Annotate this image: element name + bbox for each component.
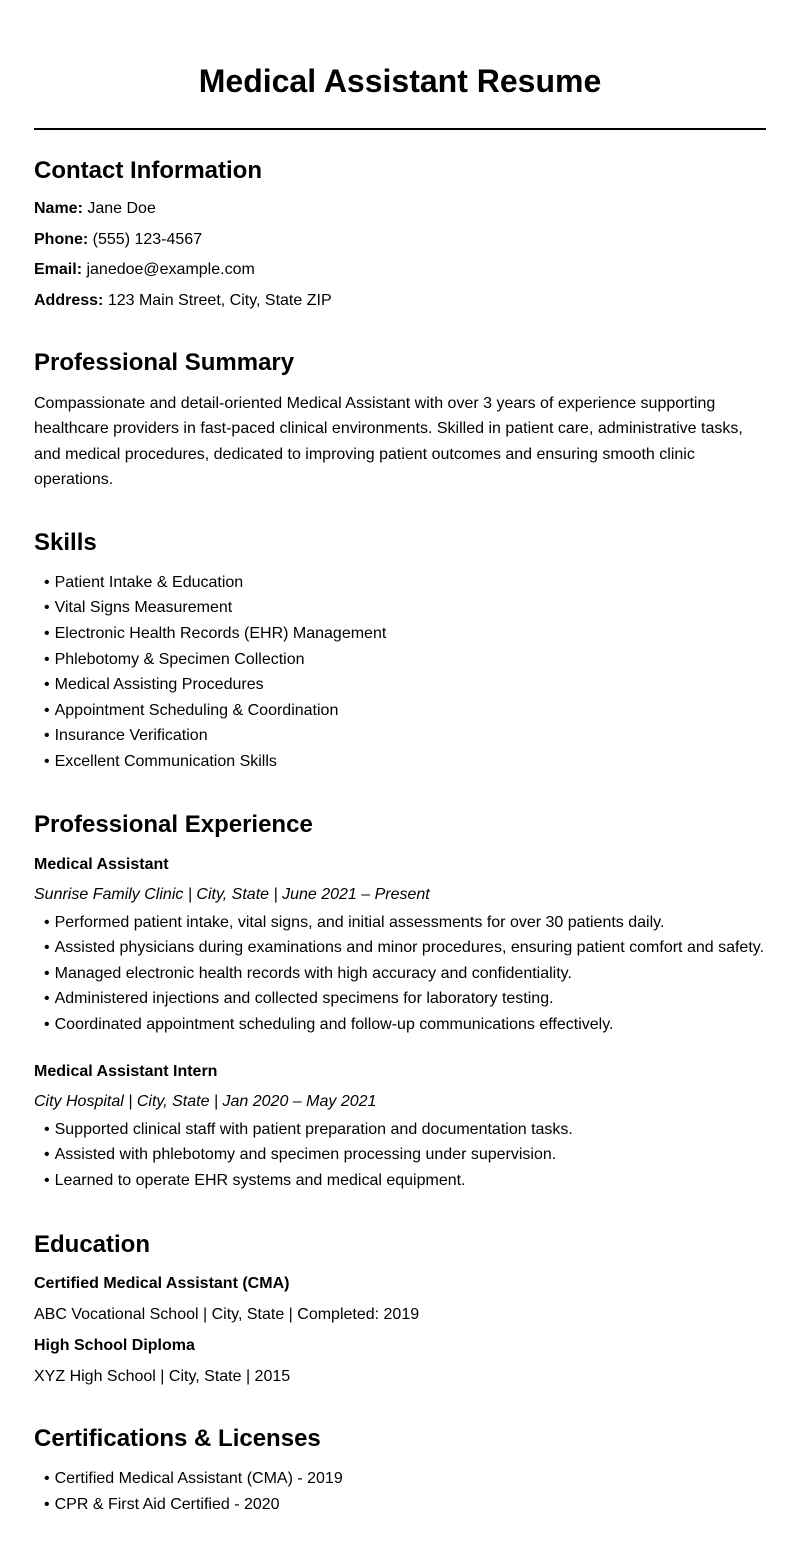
job-entry [34,1062,766,1194]
job-title: Medical Assistant [34,855,169,873]
skills-section [34,528,766,775]
skills-list [34,570,766,775]
certification-item: • CPR & First Aid Certified - 2020 [44,1492,766,1518]
skill-item: • Electronic Health Records (EHR) Management [44,621,766,647]
contact-email-value: janedoe@example.com [86,261,255,278]
contact-section [34,156,766,311]
job-bullet: • Supported clinical staff with patient preparation and documentation tasks. [44,1117,766,1143]
job-bullets [34,910,766,1038]
education-entry [34,1274,766,1325]
job-bullet: • Managed electronic health records with high accuracy and confidentiality. [44,961,766,987]
contact-phone-label: Phone: [34,230,89,248]
certifications-list [34,1466,766,1517]
skill-item: • Phlebotomy & Specimen Collection [44,647,766,673]
contact-address-label: Address: [34,291,104,309]
summary-text: Compassionate and detail-oriented Medical Assistant with over 3 years of experience supporting healthcare providers in fast-paced clinical environments. Skilled in patient care, administrative tasks, and medical procedures, dedicated to improving patient outcomes and ensuring smooth clinic operations. [34,394,743,489]
contact-address-value: 123 Main Street, City, State ZIP [107,291,332,309]
certifications-section [34,1424,766,1517]
page-title: Medical Assistant Resume [198,63,602,99]
contact-address [34,291,766,311]
job-meta: City Hospital | City, State | Jan 2020 – May 2021 [34,1092,377,1110]
education-title: High School Diploma [34,1337,195,1355]
job-title: Medical Assistant Intern [34,1062,218,1080]
education-title: Certified Medical Assistant (CMA) [34,1275,290,1293]
job-bullet: • Assisted physicians during examinations and minor procedures, ensuring patient comfort and safety. [44,935,766,961]
job-bullet: • Administered injections and collected specimens for laboratory testing. [44,986,766,1012]
skills-heading: Skills [34,528,97,556]
contact-phone [34,230,766,250]
contact-heading: Contact Information [34,157,262,184]
education-meta: ABC Vocational School | City, State | Completed: 2019 [34,1306,420,1324]
job-bullet: • Assisted with phlebotomy and specimen processing under supervision. [44,1142,766,1168]
contact-name-label: Name: [34,200,83,217]
skill-item: • Appointment Scheduling & Coordination [44,698,766,724]
contact-fields [34,199,766,311]
job-meta: Sunrise Family Clinic | City, State | June 2021 – Present [34,885,430,903]
experience-heading: Professional Experience [34,810,313,838]
skill-item: • Vital Signs Measurement [44,595,766,621]
summary-section [34,348,766,493]
summary-heading: Professional Summary [34,348,295,376]
contact-name [34,199,766,219]
skill-item: • Excellent Communication Skills [44,749,766,775]
experience-section [34,810,766,1194]
education-meta: XYZ High School | City, State | 2015 [34,1368,291,1386]
contact-email-label: Email: [34,261,83,278]
skill-item: • Medical Assisting Procedures [44,672,766,698]
job-bullet: • Performed patient intake, vital signs, and initial assessments for over 30 patients daily. [44,910,766,936]
title-divider [34,128,766,130]
education-entry [34,1336,766,1387]
job-bullet: • Coordinated appointment scheduling and follow-up communications effectively. [44,1012,766,1038]
job-bullet: • Learned to operate EHR systems and medical equipment. [44,1168,766,1194]
certification-item: • Certified Medical Assistant (CMA) - 2019 [44,1466,766,1492]
education-section [34,1230,766,1387]
education-heading: Education [34,1231,151,1259]
skill-item: • Insurance Verification [44,723,766,749]
contact-email [34,260,766,280]
contact-name-value: Jane Doe [87,200,156,217]
job-entry [34,855,766,1038]
contact-phone-value: (555) 123-4567 [92,230,203,248]
certifications-heading: Certifications & Licenses [34,1425,321,1453]
skill-item: • Patient Intake & Education [44,570,766,596]
job-bullets [34,1117,766,1194]
